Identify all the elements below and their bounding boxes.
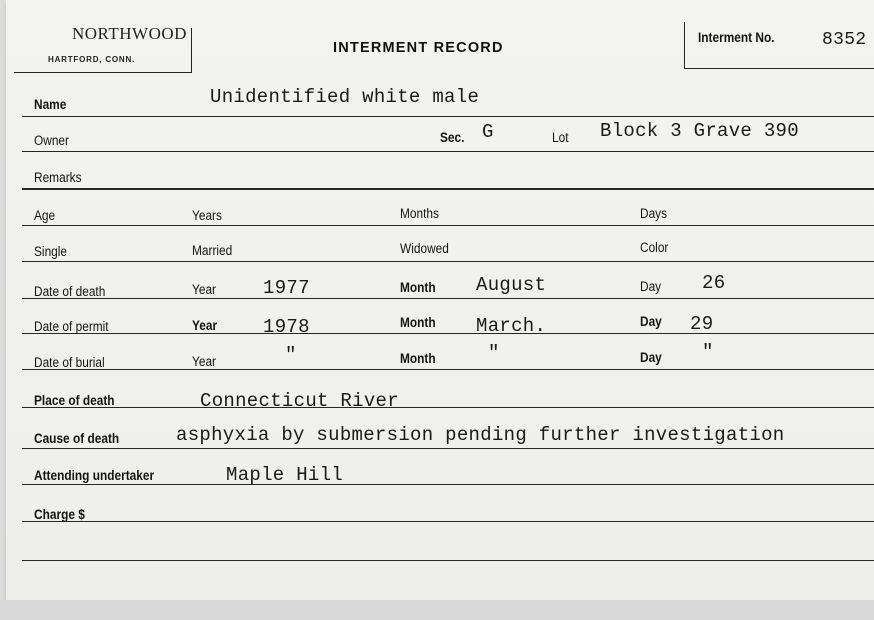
place-of-death-value: Connecticut River (200, 390, 399, 412)
lot-label: Lot (552, 130, 569, 145)
burial-month-value: " (488, 342, 500, 364)
interment-no-value: 8352 (822, 30, 867, 50)
name-value: Unidentified white male (210, 86, 480, 108)
cemetery-city: HARTFORD, CONN. (48, 55, 136, 64)
interment-box-bottom-border (684, 68, 874, 69)
sec-value: G (482, 121, 494, 143)
permit-month-label: Month (400, 315, 436, 330)
rule-marital (22, 261, 874, 262)
permit-month-value: March. (476, 315, 547, 337)
burial-day-label: Day (640, 350, 662, 365)
place-of-death-label: Place of death (34, 393, 115, 408)
sec-label: Sec. (440, 130, 465, 145)
burial-month-label: Month (400, 351, 436, 366)
lot-value: Block 3 Grave 390 (600, 120, 799, 142)
permit-year-label: Year (192, 318, 218, 333)
rule-place (22, 407, 874, 408)
permit-day-label: Day (640, 314, 662, 329)
married-label: Married (192, 243, 233, 258)
single-label: Single (34, 244, 68, 259)
rule-burial (22, 369, 874, 370)
scan-background (0, 600, 874, 620)
burial-day-value: " (702, 341, 714, 363)
charge-label: Charge $ (34, 507, 85, 522)
rule-charge (22, 521, 874, 522)
remarks-label: Remarks (34, 170, 82, 185)
name-label: Name (34, 97, 67, 112)
record-title: INTERMENT RECORD (333, 40, 504, 56)
date-of-death-label: Date of death (34, 284, 106, 299)
interment-box-left-border (684, 22, 685, 69)
owner-label: Owner (34, 133, 69, 148)
rule-undertaker (22, 484, 874, 485)
rule-name (22, 116, 874, 117)
cemetery-box-bottom-border (14, 72, 192, 73)
permit-year-value: 1978 (263, 316, 310, 338)
death-month-value: August (476, 274, 547, 296)
burial-year-label: Year (192, 354, 217, 369)
death-year-label: Year (192, 282, 217, 297)
widowed-label: Widowed (400, 241, 449, 256)
burial-year-value: " (285, 344, 297, 366)
permit-day-value: 29 (690, 313, 714, 335)
rule-age (22, 225, 874, 226)
interment-no-label: Interment No. (698, 30, 775, 45)
death-day-value: 26 (702, 272, 726, 294)
death-day-label: Day (640, 279, 662, 294)
cause-of-death-label: Cause of death (34, 431, 120, 446)
rule-owner (22, 151, 874, 152)
color-label: Color (640, 240, 669, 255)
cause-of-death-value: asphyxia by submersion pending further investigation (176, 424, 785, 446)
date-of-burial-label: Date of burial (34, 355, 105, 370)
years-label: Years (192, 208, 222, 223)
cemetery-name: NORTHWOOD (72, 24, 187, 43)
rule-permit (22, 333, 874, 334)
death-month-label: Month (400, 280, 436, 295)
date-of-permit-label: Date of permit (34, 319, 109, 334)
death-year-value: 1977 (263, 277, 310, 299)
months-label: Months (400, 206, 439, 221)
rule-remarks (22, 188, 874, 190)
age-label: Age (34, 208, 56, 223)
rule-cause (22, 448, 874, 449)
cemetery-box-right-border (191, 28, 192, 72)
undertaker-value: Maple Hill (226, 464, 344, 486)
undertaker-label: Attending undertaker (34, 468, 155, 483)
rule-blank (22, 560, 874, 561)
rule-death (22, 298, 874, 299)
days-label: Days (640, 206, 668, 221)
